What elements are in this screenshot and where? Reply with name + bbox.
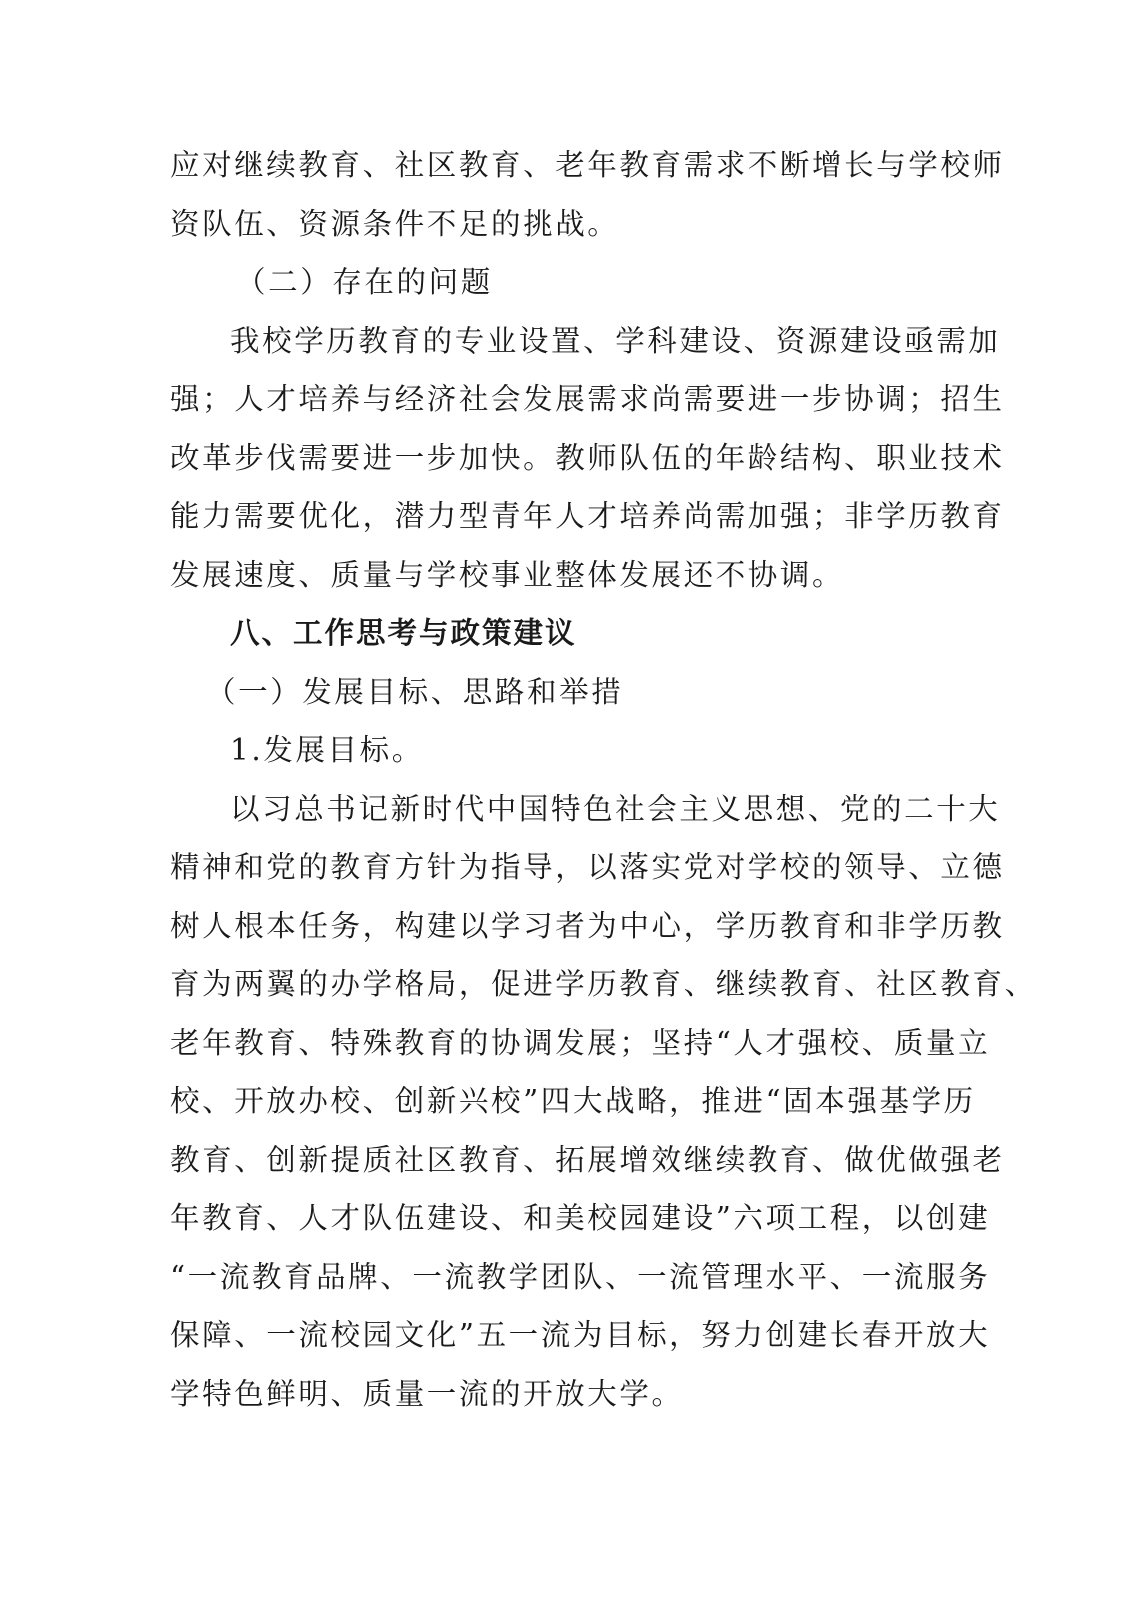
item-development-goal: 1.发展目标。 xyxy=(230,733,424,767)
text-line: “一流教育品牌、一流教学团队、一流管理水平、一流服务 xyxy=(170,1259,991,1294)
text-line: 学特色鲜明、质量一流的开放大学。 xyxy=(170,1376,684,1411)
text-line: 保障、一流校园文化”五一流为目标，努力创建长春开放大 xyxy=(170,1318,991,1352)
text-line: 资队伍、资源条件不足的挑战。 xyxy=(170,206,620,241)
text-line: 校、开放办校、创新兴校”四大战略，推进“固本强基学历 xyxy=(170,1084,976,1118)
paragraph-challenges xyxy=(170,136,1005,253)
paragraph-problems xyxy=(170,312,1005,605)
text-line: 育为两翼的办学格局，促进学历教育、继续教育、社区教育、 xyxy=(170,967,1037,1001)
paragraph-goals xyxy=(170,780,1037,1424)
subheading-existing-problems: （二）存在的问题 xyxy=(236,265,493,299)
text-line: 年教育、人才队伍建设、和美校园建设”六项工程，以创建 xyxy=(170,1201,991,1235)
text-line: 老年教育、特殊教育的协调发展；坚持“人才强校、质量立 xyxy=(170,1025,991,1060)
text-line: 能力需要优化，潜力型青年人才培养尚需加强；非学历教育 xyxy=(170,499,1005,533)
text-line: 教育、创新提质社区教育、拓展增效继续教育、做优做强老 xyxy=(170,1142,1005,1177)
text-line: 我校学历教育的专业设置、学科建设、资源建设亟需加 xyxy=(230,323,1001,358)
text-line: 精神和党的教育方针为指导，以落实党对学校的领导、立德 xyxy=(170,850,1005,884)
subheading-development-goals: （一）发展目标、思路和举措 xyxy=(206,674,624,709)
section-heading-work-thoughts: 八、工作思考与政策建议 xyxy=(230,616,577,650)
document-page xyxy=(170,136,1037,1423)
text-line: 发展速度、质量与学校事业整体发展还不协调。 xyxy=(170,557,845,592)
text-line: 树人根本任务，构建以学习者为中心，学历教育和非学历教 xyxy=(170,908,1005,943)
text-line: 强；人才培养与经济社会发展需求尚需要进一步协调；招生 xyxy=(170,382,1005,416)
text-line: 应对继续教育、社区教育、老年教育需求不断增长与学校师 xyxy=(170,148,1005,182)
text-line: 以习总书记新时代中国特色社会主义思想、党的二十大 xyxy=(230,791,1001,826)
text-line: 改革步伐需要进一步加快。教师队伍的年龄结构、职业技术 xyxy=(170,440,1005,475)
